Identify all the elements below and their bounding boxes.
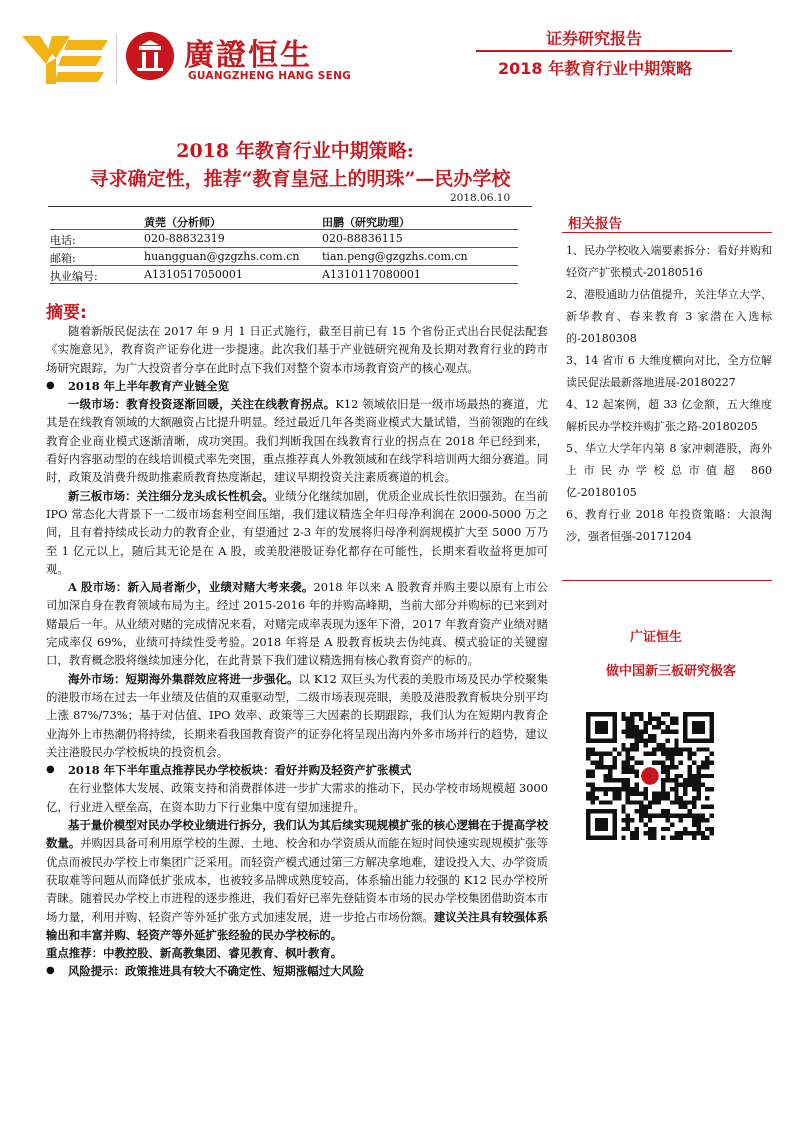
phone-value: 020-88836115 [322, 232, 403, 245]
brand-name: 广证恒生 [629, 630, 682, 645]
logo-divider [116, 34, 117, 84]
related-report-item[interactable]: 5、华立大学年内第 8 家冲刺港股，海外上市民办学校总市值超 860 亿-20180105 [566, 442, 772, 499]
report-type: 证券研究报告 [546, 29, 643, 48]
email-value: tian.peng@gzgzhs.com.cn [322, 250, 468, 263]
report-title-line2: 寻求确定性，推荐“教育皇冠上的明珠”—民办学校 [89, 168, 511, 190]
title-rule [48, 206, 532, 207]
paragraph-lead: 新三板市场：关注细分龙头成长性机会。 [68, 488, 274, 503]
email-value: huangguan@gzgzhs.com.cn [144, 250, 300, 263]
related-report-item[interactable]: 4、12 起案例，超 33 亿金额，五大维度解析民办学校并购扩张之路-20180205 [566, 398, 772, 433]
paragraph-text: 2018 年以来 A 股教育并购主要以原有上市公司加深自身在教育领域布局为主。经过 2015-2016 年的并购高峰期，当前大部分并购标的已来到对赌最后一年。从业绩对赌的完成情况来看，对赌完成率表现为逐年下滑，2017 年教育资产业绩对赌完成率仅 69%，业绩可持续性受考验。2018 年将是 A 股教育板块去伪纯真、模式验证的关键窗口，教育概念股将继续加速分化，在此背景下我们建议精选拥有核心教育资产的标的。 [46, 580, 549, 668]
related-report-item[interactable]: 3、14 省市 6 大维度横向对比，全方位解读民促法最新落地进展-20180227 [566, 354, 772, 389]
ye-logo-icon [22, 30, 108, 88]
license-value: A1310517050001 [144, 268, 243, 281]
paragraph [46, 395, 548, 486]
related-report-item[interactable]: 6、教育行业 2018 年投资策略：大浪淘沙，强者恒强-20171204 [566, 508, 772, 543]
paragraph [46, 578, 548, 669]
paragraph-text: 以 K12 双巨头为代表的美股市场及民办学校聚集的港股市场在过去一年业绩及估值的双重驱动型，二级市场表现亮眼，美股及港股教育板块分别平均上涨 87%/73%；基于对估值、IPO 效率、政策等三大因素的长期跟踪，我们认为在短期内教育企业海外上市热潮仍将持续，长期来看我国教育资产的证券化将呈现出海内外多市场并行的趋势，建议关注港股民办学校板块的投资机会。 [46, 671, 548, 759]
key-picks-label: 重点推荐： [46, 946, 103, 961]
key-picks [46, 944, 548, 962]
row-label: 执业编号: [50, 270, 98, 283]
header-report-title: 2018 年教育行业中期策略 [498, 59, 693, 78]
sidebar-rule [562, 232, 772, 233]
logo-chinese-name: 廣證恒生 [184, 38, 312, 73]
logo-english-name: GUANGZHENG HANG SENG [188, 70, 352, 82]
paragraph-tail: 建议关注具有较强体系输出和丰富并购、轻资产等外延扩张经验的民办学校标的。 [46, 909, 548, 942]
key-picks-list: 中教控股、新高教集团、睿见教育、枫叶教育。 [102, 946, 343, 961]
analyst-name: 黄莞（分析师） [144, 216, 221, 229]
abstract-heading: 摘要: [46, 303, 87, 323]
sidebar-rule [562, 580, 772, 581]
paragraph-lead: 基于量价模型对民办学校业绩进行拆分，我们认为其后续实现规模扩张的核心逻辑在于提高学校数量。 [46, 818, 548, 851]
license-value: A1310117080001 [322, 268, 421, 281]
qr-code-icon[interactable] [586, 712, 714, 840]
abstract-intro: 随着新版民促法在 2017 年 9 月 1 日正式施行，截至目前已有 15 个省份正式出台民促法配套《实施意见》，教育资产证券化进一步提速。此次我们基于产业链研究视角及长期对教育行业的跨市场研究跟踪，为广大投资者分享在此时点下我们对整个资本市场教育资产的核心观点。 [46, 324, 548, 375]
paragraph-text: K12 领域依旧是一级市场最热的赛道，尤其是在线教育领域的大额融资占比提升明显。经过最近几年各类商业模式大量试错，当前领跑的在线教育企业商业模式逐渐清晰，成功突围。我们判断我国在线教育行业的拐点在 2018 年已经到来，看好内容驱动型的在线培训模式率先突围，重点推荐真人外教领域和在线学科培训两大细分赛道。同时，政策及消费升级助推素质教育热度渐起，建议早期投资关注素质赛道的机会。 [46, 397, 548, 485]
analyst-name: 田鹏（研究助理） [322, 216, 410, 229]
section-bullet: ● 2018 年下半年重点推荐民办学校板块：看好并购及轻资产扩张模式 [46, 761, 548, 779]
related-report-item[interactable]: 2、港股通助力估值提升，关注华立大学、新华教育、春来教育 3 家潜在入选标的-20180308 [566, 288, 772, 345]
related-reports-heading: 相关报告 [568, 216, 622, 232]
header-rule [476, 50, 732, 52]
paragraph-lead: 一级市场：教育投资逐渐回暖，关注在线教育拐点。 [68, 397, 336, 412]
analyst-email-row [50, 248, 526, 266]
paragraph-lead: 海外市场：短期海外集群效应将进一步强化。 [68, 671, 299, 686]
abstract-body [46, 322, 548, 981]
related-reports-list [566, 240, 772, 548]
phone-value: 020-88832319 [144, 232, 225, 245]
paragraph [46, 487, 548, 578]
paragraph-lead: A 股市场：新入局者渐少，业绩对赌大考来袭。 [68, 580, 314, 595]
brand-slogan: 做中国新三板研究极客 [605, 664, 736, 679]
row-label: 邮箱: [50, 252, 76, 265]
seal-logo-icon [126, 32, 174, 80]
report-title-line1: 2018 年教育行业中期策略: [176, 140, 414, 162]
analyst-names-row [50, 212, 526, 230]
paragraph-text: 业绩分化继续加剧，优质企业成长性依旧强劲。在当前 IPO 常态化大背景下一二级市场套利空间压缩，我们建议精选全年归母净利润在 2000-5000 万之间，且有着持续成长动力的教育企业，有望通过 2-3 年的发展将归母净利润规模扩大至 5000 万乃至 1 亿元以上，随后其无论是在 A 股，或美股港股证券化都存在可能性，长期来看收益将更加可观。 [46, 488, 548, 576]
analyst-phone-row [50, 230, 526, 248]
paragraph [46, 816, 548, 944]
section-bullet: ● 2018 年上半年教育产业链全览 [46, 377, 548, 395]
paragraph: 在行业整体大发展、政策支持和消费群体进一步扩大需求的推动下，民办学校市场规模超 3000 亿，行业进入壁垒高，在资本助力下行业集中度有望加速提升。 [46, 781, 548, 814]
report-date: 2018.06.10 [450, 192, 511, 204]
paragraph [46, 670, 548, 761]
paragraph-text: 并购因具备可利用原学校的生源、土地、校舍和办学资质从而能在短时间快速实现规模扩张等优点而被民办学校上市集团广泛采用。而轻资产模式通过第三方解决拿地难，建设投入大、办学资质获取难等问题从而降低扩张成本，也被较多品牌成熟度较高，体系输出能力较强的 K12 民办学校所青睐。随着民办学校上市进程的逐步推进，我们看好已率先登陆资本市场的民办学校集团借助资本市场力量，利用并购、轻资产等外延扩张方式加速发展，进一步抢占市场份额。 [46, 836, 548, 924]
row-label: 电话: [50, 234, 76, 247]
risk-warning: ● 风险提示：政策推进具有较大不确定性、短期涨幅过大风险 [46, 962, 548, 980]
analyst-license-row [50, 266, 526, 284]
related-report-item[interactable]: 1、民办学校收入端要素拆分：看好并购和轻资产扩张模式-20180516 [566, 244, 772, 279]
analyst-table [50, 212, 526, 284]
